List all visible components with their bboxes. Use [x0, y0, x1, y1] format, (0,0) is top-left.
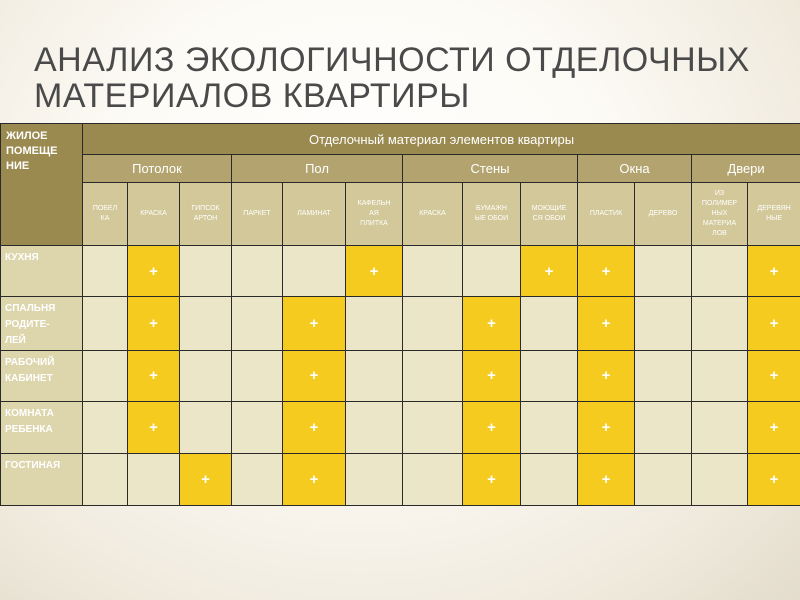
material-header-line: ПЛИТКА [360, 220, 388, 228]
material-header [521, 183, 578, 245]
element-group-header: Потолок [83, 155, 232, 183]
material-header-line: СЯ ОБОИ [532, 215, 566, 223]
plus-mark-cell: + [748, 297, 800, 350]
plus-mark-cell: + [578, 453, 635, 505]
plus-mark-cell: + [128, 297, 180, 350]
material-header-line: ДЕРЕВО [648, 210, 678, 218]
material-header [283, 183, 346, 245]
room-column-header-line: ЖИЛОЕ [6, 130, 48, 142]
slide-title-line-2: МАТЕРИАЛОВ КВАРТИРЫ [34, 77, 470, 115]
table-row [1, 124, 800, 155]
plus-mark-cell: + [463, 402, 521, 453]
plus-mark-cell: + [748, 350, 800, 401]
plus-mark-cell: + [463, 453, 521, 505]
empty-cell [83, 402, 128, 453]
empty-cell [692, 245, 748, 296]
empty-cell [692, 453, 748, 505]
material-header [180, 183, 232, 245]
material-header-line: КАФЕЛЬН [357, 200, 391, 208]
table-row [1, 245, 800, 296]
empty-cell [232, 453, 283, 505]
empty-cell [346, 453, 403, 505]
table-row [1, 350, 800, 401]
empty-cell [635, 453, 692, 505]
empty-cell [463, 245, 521, 296]
empty-cell [180, 350, 232, 401]
plus-mark-cell: + [346, 245, 403, 296]
plus-mark-cell: + [180, 453, 232, 505]
empty-cell [403, 402, 463, 453]
plus-mark-cell: + [578, 297, 635, 350]
material-header-line: ДЕРЕВЯН [757, 205, 791, 213]
plus-mark-cell: + [463, 350, 521, 401]
material-header-line: НЫЕ [766, 215, 782, 223]
plus-mark-cell: + [748, 245, 800, 296]
element-group-header: Стены [403, 155, 578, 183]
plus-mark-cell: + [283, 350, 346, 401]
empty-cell [232, 402, 283, 453]
material-header-line: КА [100, 215, 110, 223]
plus-mark-cell: + [283, 402, 346, 453]
empty-cell [521, 297, 578, 350]
table-row [1, 155, 800, 183]
plus-mark-cell: + [463, 297, 521, 350]
room-name-line: ЛЕЙ [5, 335, 26, 347]
room-name-line: КОМНАТА [5, 408, 54, 420]
room-name-line: РЕБЕНКА [5, 424, 53, 436]
plus-mark-cell: + [578, 245, 635, 296]
empty-cell [128, 453, 180, 505]
empty-cell [83, 245, 128, 296]
plus-mark-cell: + [128, 245, 180, 296]
room-name [1, 453, 83, 505]
table-row [1, 183, 800, 245]
material-header-line: НЫХ [711, 210, 728, 218]
empty-cell [83, 453, 128, 505]
empty-cell [83, 297, 128, 350]
empty-cell [635, 402, 692, 453]
room-name [1, 402, 83, 453]
plus-mark-cell: + [283, 297, 346, 350]
slide-title [34, 42, 774, 114]
empty-cell [180, 402, 232, 453]
material-header-line: ПОЛИМЕР [701, 200, 738, 208]
empty-cell [403, 297, 463, 350]
room-name [1, 350, 83, 401]
room-name-line: СПАЛЬНЯ [5, 303, 56, 315]
material-header-line: ЛОВ [712, 230, 727, 238]
empty-cell [83, 350, 128, 401]
plus-mark-cell: + [283, 453, 346, 505]
material-header-line: КРАСКА [140, 210, 167, 218]
main-header: Отделочный материал элементов квартиры [83, 124, 800, 155]
empty-cell [232, 350, 283, 401]
material-header-line: АЯ [369, 210, 379, 218]
room-name [1, 297, 83, 350]
room-name [1, 245, 83, 296]
material-header [403, 183, 463, 245]
slide-title-line-1: АНАЛИЗ ЭКОЛОГИЧНОСТИ ОТДЕЛОЧНЫХ [34, 41, 750, 79]
material-header-line: ПЛАСТИК [589, 210, 623, 218]
empty-cell [403, 350, 463, 401]
material-header-line: КРАСКА [419, 210, 446, 218]
table-row [1, 453, 800, 505]
material-header [692, 183, 748, 245]
material-header [578, 183, 635, 245]
material-header [748, 183, 800, 245]
empty-cell [232, 245, 283, 296]
material-header-line: ИЗ [714, 190, 725, 198]
empty-cell [403, 453, 463, 505]
plus-mark-cell: + [748, 402, 800, 453]
empty-cell [635, 245, 692, 296]
plus-mark-cell: + [128, 402, 180, 453]
empty-cell [521, 402, 578, 453]
material-header [128, 183, 180, 245]
room-name-line: РОДИТЕ- [5, 319, 50, 331]
table-row [1, 402, 800, 453]
table-row [1, 297, 800, 350]
plus-mark-cell: + [521, 245, 578, 296]
material-header-line: БУМАЖН [476, 205, 507, 213]
material-header [83, 183, 128, 245]
empty-cell [692, 350, 748, 401]
room-column-header-line: НИЕ [6, 160, 30, 172]
plus-mark-cell: + [748, 453, 800, 505]
material-header-line: ГИПСОК [191, 205, 220, 213]
materials-table [0, 123, 800, 506]
empty-cell [521, 350, 578, 401]
plus-mark-cell: + [578, 402, 635, 453]
plus-mark-cell: + [128, 350, 180, 401]
empty-cell [635, 297, 692, 350]
material-header-line: МАТЕРИА [702, 220, 737, 228]
material-header-line: АРТОН [193, 215, 218, 223]
material-header-line: ЛАМИНАТ [297, 210, 331, 218]
room-name-line: ГОСТИНАЯ [5, 459, 61, 471]
material-header [346, 183, 403, 245]
empty-cell [180, 297, 232, 350]
empty-cell [346, 402, 403, 453]
empty-cell [635, 350, 692, 401]
material-header-line: ПАРКЕТ [243, 210, 271, 218]
room-name-line: КАБИНЕТ [5, 372, 53, 384]
room-column-header-line: ПОМЕЩЕ [6, 145, 58, 157]
empty-cell [346, 297, 403, 350]
material-header [463, 183, 521, 245]
material-header-line: ПОБЕЛ [92, 205, 118, 213]
empty-cell [521, 453, 578, 505]
material-header-line: ЫЕ ОБОИ [474, 215, 509, 223]
empty-cell [692, 402, 748, 453]
empty-cell [346, 350, 403, 401]
room-name-line: КУХНЯ [5, 251, 39, 263]
empty-cell [403, 245, 463, 296]
empty-cell [232, 297, 283, 350]
element-group-header: Пол [232, 155, 403, 183]
element-group-header: Двери [692, 155, 800, 183]
empty-cell [283, 245, 346, 296]
empty-cell [692, 297, 748, 350]
room-name-line: РАБОЧИЙ [5, 356, 55, 368]
material-header [635, 183, 692, 245]
plus-mark-cell: + [578, 350, 635, 401]
element-group-header: Окна [578, 155, 692, 183]
empty-cell [180, 245, 232, 296]
room-column-header [1, 124, 83, 246]
material-header [232, 183, 283, 245]
material-header-line: МОЮЩИЕ [531, 205, 567, 213]
